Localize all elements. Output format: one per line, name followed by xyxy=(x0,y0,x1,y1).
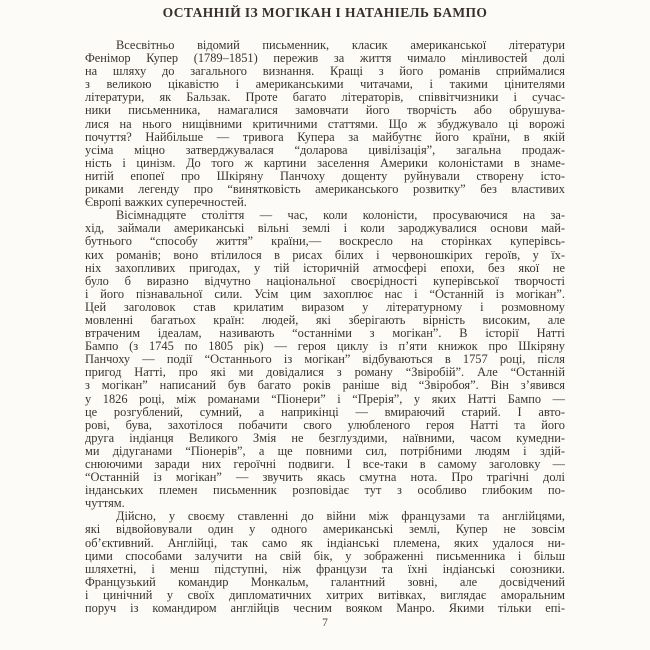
text-line: літератури, як Бальзак. Проте багато літераторів, співвітчизники і сучас- xyxy=(85,91,565,105)
text-line: друга індіанця Великого Змія не безглуздими, наївними, часом кумедни- xyxy=(85,431,565,445)
text-line: Французький командир Монкальм, галантний зовні, але досвідчений xyxy=(85,575,565,589)
text-line: усіма міцно затверджувалася “доларова цивілізація”, загальна продаж- xyxy=(85,143,565,157)
text-line: Європі важких суперечностей. xyxy=(85,196,247,210)
text-line: було б виразно відчутно національної своєрідності куперівської творчості xyxy=(85,274,565,288)
text-line: Бампо (з 1745 по 1805 рік) — героя циклу із п’яти книжок про Шкіряну xyxy=(85,340,565,354)
paragraph xyxy=(85,209,565,510)
text-line: лися на нього нищівними критичними статтями. Що ж збуджувало ці ворожі xyxy=(85,117,565,131)
text-block xyxy=(85,39,565,615)
text-line: бутнього “способу життя” країни,— воскресло на сторінках куперівсь- xyxy=(85,235,565,249)
text-line: пригод Натті, про які ми довідалися з роману “Звіробій”. Але “Останній xyxy=(85,366,565,380)
text-line: шляхетні, і менш підступні, ніж французи та їхні індіанські союзники. xyxy=(85,562,565,576)
text-line: які відвойовували один у одного американські землі, Купер не зовсім xyxy=(85,523,565,537)
text-line: риками легенду про “винятковість американського розвитку” без властивих xyxy=(85,183,565,197)
text-line: Цей заголовок став крилатим виразом у літературному і розмовному xyxy=(85,300,565,314)
text-line: ких романів; воно втілилося в рисах білих і червоношкірих героїв, у їх- xyxy=(85,248,565,262)
text-line: Вісімнадцяте століття — час, коли колоністи, просуваючися на за- xyxy=(116,209,565,223)
text-line: почуття? Найбільше — тривога Купера за майбутнє його країни, в якій xyxy=(85,130,565,144)
text-line: і його пізнавальної сили. Усім цим захоплює нас і “Останній із могікан”. xyxy=(85,287,565,301)
page-number: 7 xyxy=(322,617,328,629)
page-title: ОСТАННІЙ ІЗ МОГІКАН І НАТАНІЕЛЬ БАМПО xyxy=(162,5,488,20)
text-line: у 1826 році, між романами “Піонери” і “Прерія”, у яких Натті Бампо — xyxy=(85,392,565,406)
text-line: Фенімор Купер (1789–1851) пережив за життя чимало мінливостей долі xyxy=(85,52,565,66)
text-line: втраченим ідеалам, називають “останніми з могікан”. В історії Натті xyxy=(85,327,565,341)
text-line: інданських племен письменник розповідає тут з особливо глибоким по- xyxy=(85,484,565,498)
text-line: ники письменника, намагалися замовчати його творчість або обрушува- xyxy=(85,104,565,118)
text-line: ми дідуганами “Піонерів”, а ще повними сил, потрібними людям і здій- xyxy=(85,444,565,458)
text-line: чуттям. xyxy=(85,497,125,511)
text-line: це розгублений, сумний, а наприкінці — вмираючий старий. І авто- xyxy=(85,405,565,419)
text-line: з могікан” написаний був багато років раніше від “Звіробоя”. Він з’явився xyxy=(85,379,565,393)
text-line: з великою цікавістю і американськими читачами, і такими цінителями xyxy=(85,78,565,92)
text-line: нитій епопеї про Шкіряну Панчоху дощенту руйнували створену істо- xyxy=(85,169,565,183)
text-line: і цинічний у своїх дипломатичних хитрих витівках, виглядає аморальним xyxy=(85,588,565,602)
text-line: Дійсно, у своєму ставленні до війни між французами та англійцями, xyxy=(116,510,565,524)
text-line: “Останній із могікан” — звучить якась смутна нота. Про трагічні долі xyxy=(85,471,565,485)
text-line: Всесвітньо відомий письменник, класик американської літератури xyxy=(116,39,565,52)
text-line: мовленні багатьох країн: людей, які зберігають вірність високим, але xyxy=(85,313,565,327)
text-line: снюючими заради них героїчні подвиги. І все-таки в самому заголовку — xyxy=(85,458,565,471)
text-line: Панчоху — події “Останнього із могікан” відбуваються в 1757 році, після xyxy=(85,353,565,367)
text-line: поруч із командиром англійців чесним вояком Манро. Якими тільки епі- xyxy=(85,602,565,616)
text-line: ність і цинізм. До того ж картини заселення Америки колоністами в знаме- xyxy=(85,156,565,170)
text-line: об’єктивний. Англійці, так само як індіанські племена, яких удалося ни- xyxy=(85,536,565,550)
text-line: ніх захопливих пригодах, у тій історичній атмосфері епохи, без якої не xyxy=(85,261,565,275)
paragraph xyxy=(85,39,565,209)
text-line: цими способами залучити на свій бік, у зображенні письменника і більш xyxy=(85,549,565,563)
paragraph xyxy=(85,510,565,615)
text-line: хід, займали американські вільні землі і коли зароджувалися основи май- xyxy=(85,222,565,236)
text-line: рові, бува, захотілося побачити свого улюбленого героя Натті та його xyxy=(85,418,565,432)
text-line: на шляху до загального визнання. Кращі з його романів сприймалися xyxy=(85,65,565,79)
